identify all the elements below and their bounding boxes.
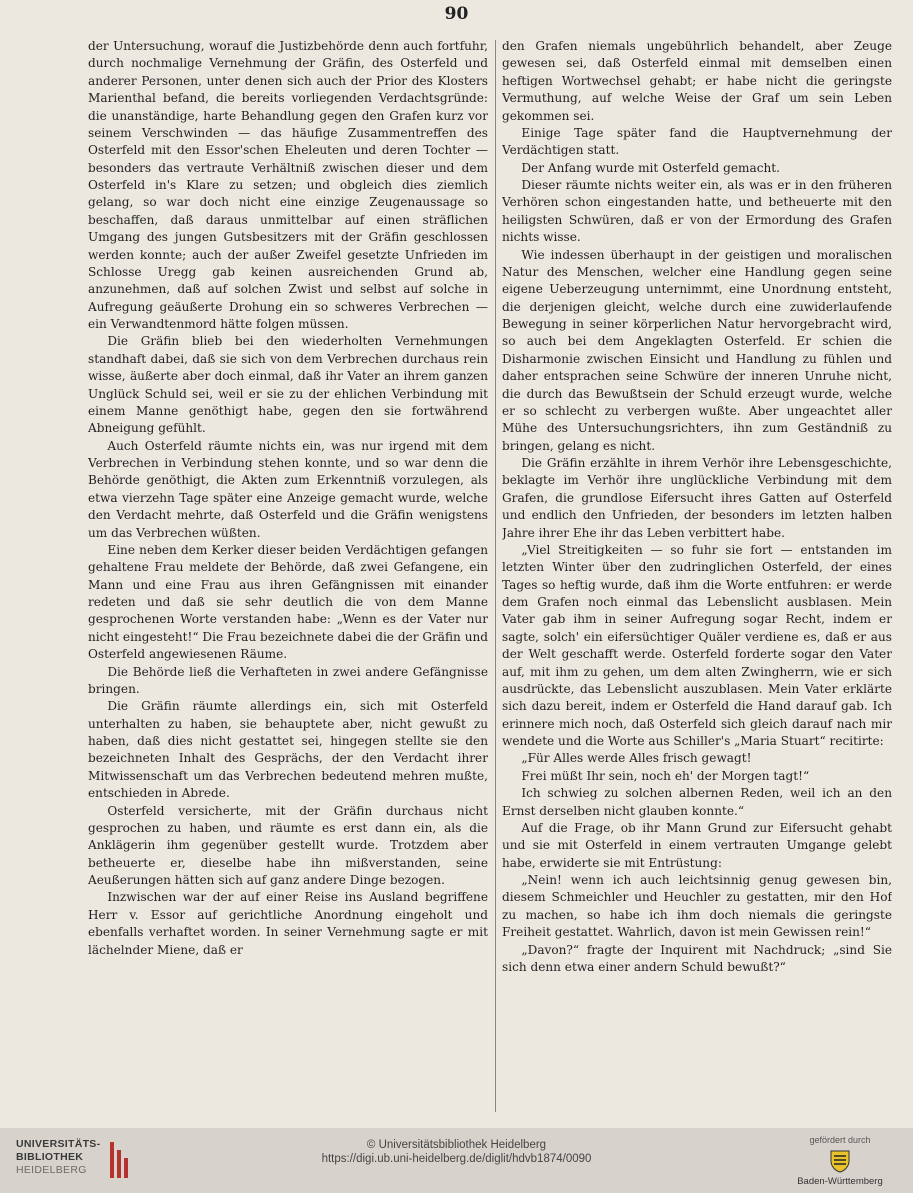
paragraph: „Davon?“ fragte der Inquirent mit Nachdruck; „sind Sie sich denn etwa einer andern Schuld bewußt?“ — [502, 942, 892, 974]
paragraph: Ich schwieg zu solchen albernen Reden, weil ich an den Ernst derselben nicht glauben konnte.“ — [502, 786, 892, 818]
paragraph: „Nein! wenn ich auch leichtsinnig genug gewesen bin, diesem Schmeichler und Heuchler zu gestatten, mir den Hof zu machen, so habe ich ihm doch niemals die geringste Freiheit gestattet. Wahrlich, davon ist mein Gewissen rein!“ — [502, 873, 892, 940]
paragraph: Inzwischen war der auf einer Reise ins Ausland begriffene Herr v. Essor auf gerichtliche Anordnung eingeholt und ebenfalls verhaftet worden. In seiner Vernehmung sagte er mit lächelnder Miene, daß er — [88, 890, 488, 957]
paragraph: den Grafen niemals ungebührlich behandelt, aber Zeuge gewesen sei, daß Osterfeld einmal mit demselben einen heftigen Wortwechsel gehabt; er habe nicht die geringste Vermuthung, auf welche Weise der Graf um sein Leben gekommen sei. — [502, 39, 892, 123]
paragraph: Auch Osterfeld räumte nichts ein, was nur irgend mit dem Verbrechen in Verbindung stehen konnte, und so war denn die Behörde genöthigt, die Akten zum Erkenntniß vorzulegen, als etwa vierzehn Tage später eine Anzeige gemacht wurde, welche den Verdacht mehrte, daß Osterfeld und die Gräfin wenigstens um das Verbrechen wüßten. — [88, 438, 488, 540]
page-number: 90 — [444, 4, 469, 24]
library-name-line3: HEIDELBERG — [16, 1164, 87, 1176]
paragraph: Eine neben dem Kerker dieser beiden Verdächtigen gefangen gehaltene Frau meldete der Behörde, daß zwei Gefangene, ein Mann und eine Frau aus ihren Gefängnissen mit einander redeten und daß sie sehr deutlich die von dem Manne gesprochenen Worte verstanden habe: „Wenn es der Vater nur nicht eingesteht!“ Die Frau bezeichnete dabei die der Gräfin und Osterfeld angewiesenen Räume. — [88, 542, 488, 662]
library-name-line1: UNIVERSITÄTS- — [16, 1138, 101, 1150]
viewer-footer — [0, 1128, 913, 1193]
paragraph: Einige Tage später fand die Hauptvernehmung der Verdächtigen statt. — [502, 125, 892, 158]
paragraph: Die Gräfin räumte allerdings ein, sich mit Osterfeld unterhalten zu haben, sie behauptete aber, nicht gewußt zu haben, daß dies nicht gestattet sei, hingegen stellte sie den bezeichneten Inhalt des Gesprächs, der den Verdacht ihrer Mitwissenschaft um das Verbrechen bedeutend mehren mußte, entschieden in Abrede. — [88, 699, 488, 801]
paragraph: Der Anfang wurde mit Osterfeld gemacht. — [521, 160, 780, 175]
paragraph: Osterfeld versicherte, mit der Gräfin durchaus nicht gesprochen zu haben, und räumte es erst dann ein, als die Anklägerin ihm gegenüber gestellt wurde. Trotzdem aber betheuerte er, dieselbe habe ihn mißverstanden, seine Aeußerungen hätten sich auf ganz andere Dinge bezogen. — [88, 803, 488, 887]
paragraph: Auf die Frage, ob ihr Mann Grund zur Eifersucht gehabt und sie mit Osterfeld in einem vertrauten Umgange gelebt habe, erwiderte sie mit Entrüstung: — [502, 820, 892, 870]
copyright-text: © Universitätsbibliothek Heidelberg — [366, 1139, 547, 1151]
paragraph: Die Gräfin blieb bei den wiederholten Vernehmungen standhaft dabei, daß sie sich von dem Verbrechen durchaus rein wisse, äußerte aber doch einmal, daß ihr Vater an ihrem ganzen Unglück Schuld sei, weil er sie zu der ehlichen Verbindung mit einem Manne genöthigt habe, gegen den sie fortwährend Abneigung gefühlt. — [88, 334, 488, 436]
left-text-column — [88, 38, 488, 1120]
column-divider — [495, 40, 496, 1112]
library-name-line2: BIBLIOTHEK — [16, 1151, 84, 1163]
right-text-column — [502, 38, 892, 1120]
state-crest-icon — [827, 1148, 853, 1174]
permalink-url[interactable]: https://digi.ub.uni-heidelberg.de/diglit/hdvb1874/0090 — [321, 1153, 592, 1165]
paragraph: „Viel Streitigkeiten — so fuhr sie fort — entstanden im letzten Winter über den zudringlichen Osterfeld, der eines Tages so heftig wurde, daß ihm die Worte entfuhren: er werde dem Grafen noch einmal das Lebenslicht ausblasen. Mein Vater gab ihm in seiner Aufregung sogar Recht, indem er sagte, solch' ein eifersüchtiger Quäler verdiene es, daß er aus der Welt geschafft werde. Osterfeld forderte sogar den Vater auf, mit ihm zu gehen, um dem alten Zwingherrn, wie er sich ausdrückte, das Lebenslicht auszublasen. Mein Vater erklärte sich dazu bereit, indem er Osterfeld die Hand darauf gab. Ich erinnere mich noch, daß Osterfeld sich gleich darauf nach mir wendete und die Worte aus Schiller's „Maria Stuart“ recitirte: — [502, 542, 892, 748]
sponsor-name: Baden-Württemberg — [797, 1176, 883, 1187]
paragraph: Die Gräfin erzählte in ihrem Verhör ihre Lebensgeschichte, beklagte im Verhör ihre unglückliche Verbindung mit dem Grafen, die grundlose Eifersucht ihres Gatten auf Osterfeld und endlich den Unfrieden, der besonders im letzten halben Jahre ihrer Ehe ihr das Leben verbittert habe. — [502, 456, 892, 540]
paragraph: „Für Alles werde Alles frisch gewagt! — [521, 751, 752, 766]
paragraph: Wie indessen überhaupt in der geistigen und moralischen Natur des Menschen, welcher eine Handlung gegen seine eigene Ueberzeugung unternimmt, eine Unordnung entsteht, die derjenigen gleicht, welche durch eine zuwiderlaufende Bewegung in seiner körperlichen Natur hervorgebracht wird, so auch bei dem Angeklagten Osterfeld. Er schien die Disharmonie zwischen Einsicht und Handlung zu fühlen und daher entsprachen seine Schwüre der inneren Unruhe nicht, die durch das Bewußtsein der Schuld erzeugt wurde, welche er so schlecht zu verbergen wußte. Aber ungeachtet aller Mühe des Untersuchungsrichters, ihn zum Geständniß zu bringen, gelang es nicht. — [502, 247, 892, 453]
sponsor-block[interactable] — [785, 1135, 895, 1187]
sponsor-label: gefördert durch — [809, 1135, 871, 1145]
paragraph: Dieser räumte nichts weiter ein, als was er in den früheren Verhören schon eingestanden hatte, und betheuerte mit den heiligsten Schwüren, daß er von der Ermordung des Grafen nichts wisse. — [502, 178, 892, 245]
paragraph: Die Behörde ließ die Verhafteten in zwei andere Gefängnisse bringen. — [88, 664, 488, 696]
paragraph: der Untersuchung, worauf die Justizbehörde denn auch fortfuhr, durch nochmalige Vernehmung der Gräfin, des Osterfeld und anderer Personen, unter denen sich auch der Prior des Klosters Marienthal befand, die bereits vorliegenden Verdachtsgründe: die unanständige, harte Behandlung gegen den Grafen kurz vor seinem Verschwinden — das häufige Zusammentreffen des Osterfeld mit den Essor'schen Eheleuten und deren Tochter — besonders das vertraute Verhältniß zwischen dieser und dem Osterfeld in's Klare zu setzen; und obgleich dies ziemlich gelang, so war doch nicht eine einzige Zeugenaussage so beschaffen, daß daraus unmittelbar auf einen sträflichen Umgang des jungen Gutsbesitzers mit der Gräfin geschlossen werden konnte; auch der außer Zweifel gesetzte Unfrieden im Schlosse Uregg gab keinen ausreichenden Grund ab, anzunehmen, daß auf solchen Zwist und selbst auf solche in Aufregung geäußerte Drohung ein so schweres Verbrechen — ein Verwandtenmord hätte folgen müssen. — [88, 39, 488, 331]
paragraph: Frei müßt Ihr sein, noch eh' der Morgen tagt!“ — [521, 768, 810, 783]
copyright-notice — [0, 1138, 913, 1166]
